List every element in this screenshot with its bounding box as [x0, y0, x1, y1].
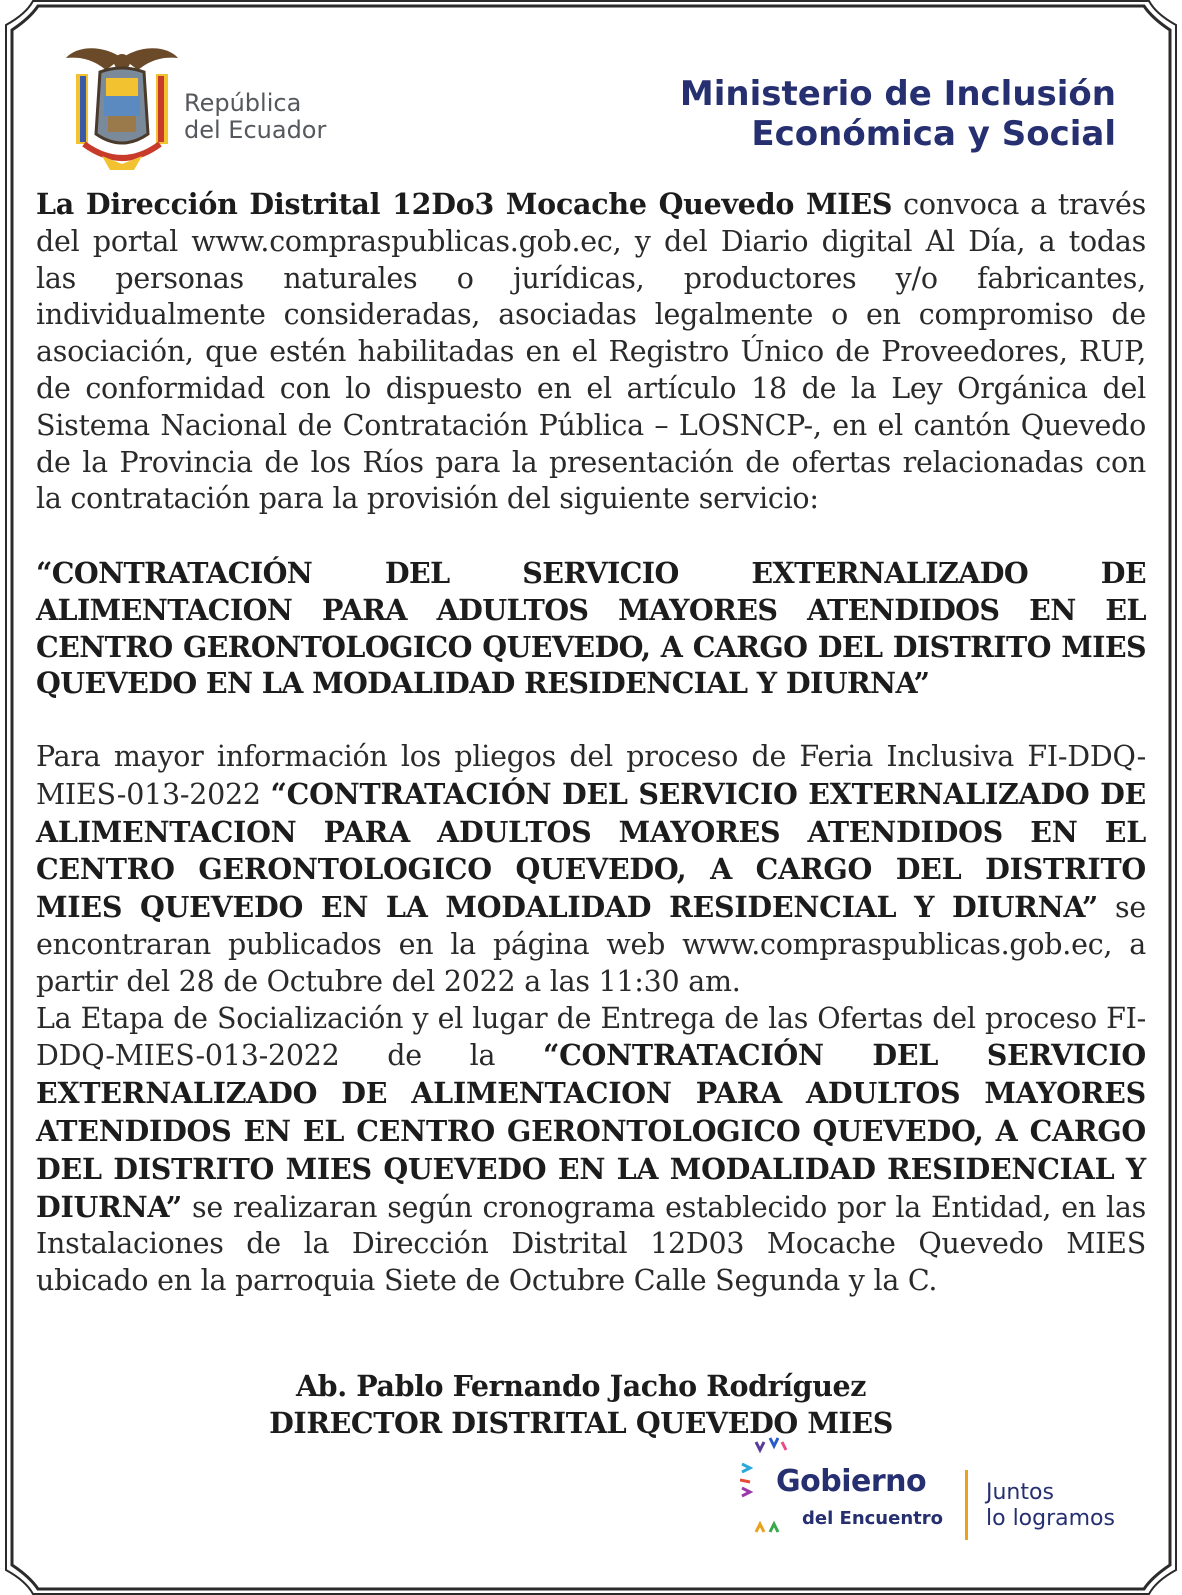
- stage-prefix: La Etapa de Socialización y el lugar de Entrega de las Ofertas del proceso FI-DDQ-MIES-013-2022 de la: [36, 1001, 1146, 1073]
- info-prefix: Para mayor información los pliegos del proceso de Feria Inclusiva FI-DDQ-MIES-013-2022: [36, 739, 1146, 811]
- letterhead: [0, 0, 1182, 180]
- slogan-line-2: lo logramos: [986, 1506, 1115, 1531]
- gobierno-del-encuentro-logo: [740, 1436, 1140, 1546]
- intro-text: convoca a través del portal www.compraspublicas.gob.ec, y del Diario digital Al Día, a todas las personas naturales o jurídicas, productores y/o fabricantes, individualmente consideradas, asociadas legalmente o en compromiso de asociación, que estén habilitadas en el Registro Único de Proveedores, RUP, de conformidad con lo dispuesto en el artículo 18 de la Ley Orgánica del Sistema Nacional de Contratación Pública – LOSNCP-, en el cantón Quevedo de la Provincia de los Ríos para la presentación de ofertas relacionadas con la contratación para la provisión del siguiente servicio:: [36, 188, 1146, 516]
- gobierno-wordmark: Gobierno: [776, 1464, 927, 1499]
- ministry-line-2: Económica y Social: [751, 114, 1116, 154]
- ministry-line-1: Ministerio de Inclusión: [679, 74, 1116, 114]
- republic-line-1: República: [184, 89, 302, 117]
- signature-block: [0, 1368, 1162, 1442]
- del-encuentro-wordmark: del Encuentro: [802, 1508, 943, 1529]
- intro-paragraph: [36, 186, 1146, 518]
- ministry-name: [680, 74, 1116, 154]
- ecuador-coat-of-arms-icon: [62, 40, 182, 172]
- signatory-title: DIRECTOR DISTRITAL QUEVEDO MIES: [269, 1405, 893, 1440]
- slogan-line-1: Juntos: [986, 1480, 1054, 1505]
- slogan: [986, 1480, 1115, 1532]
- info-suffix: se encontraran publicados en la página web www.compraspublicas.gob.ec, a partir del 28 de Octubre del 2022 a las 11:30 am.: [36, 891, 1146, 998]
- announcement-body: [36, 186, 1146, 1300]
- republic-line-2: del Ecuador: [184, 116, 327, 144]
- intro-bold-text: La Dirección Distrital 12Do3 Mocache Quevedo MIES: [36, 187, 893, 221]
- stage-paragraph: [36, 1001, 1146, 1300]
- stage-suffix: se realizaran según cronograma establecido por la Entidad, en las Instalaciones de la Dirección Distrital 12D03 Mocache Quevedo MIES ubicado en la parroquia Siete de Octubre Calle Segunda y la C.: [36, 1190, 1146, 1298]
- info-bold-title: “CONTRATACIÓN DEL SERVICIO EXTERNALIZADO DE ALIMENTACION PARA ADULTOS MAYORES ATENDIDOS EN EL CENTRO GERONTOLOGICO QUEVEDO, A CARGO DEL DISTRITO MIES QUEVEDO EN LA MODALIDAD RESIDENCIAL Y DIURNA”: [36, 776, 1147, 925]
- info-paragraph: [36, 739, 1146, 1001]
- signatory-name: Ab. Pablo Fernando Jacho Rodríguez: [295, 1369, 867, 1403]
- stage-bold-title: “CONTRATACIÓN DEL SERVICIO EXTERNALIZADO DE ALIMENTACION PARA ADULTOS MAYORES ATENDIDOS EN EL CENTRO GERONTOLOGICO QUEVEDO, A CARGO DEL DISTRITO MIES QUEVEDO EN LA MODALIDAD RESIDENCIAL Y DIURNA”: [36, 1038, 1146, 1224]
- service-title: “CONTRATACIÓN DEL SERVICIO EXTERNALIZADO DE ALIMENTACION PARA ADULTOS MAYORES ATENDIDOS EN EL CENTRO GERONTOLOGICO QUEVEDO, A CARGO DEL DISTRITO MIES QUEVEDO EN LA MODALIDAD RESIDENCIAL Y DIURNA”: [36, 555, 1146, 701]
- republica-del-ecuador-label: [184, 90, 326, 144]
- logo-divider: [965, 1470, 968, 1540]
